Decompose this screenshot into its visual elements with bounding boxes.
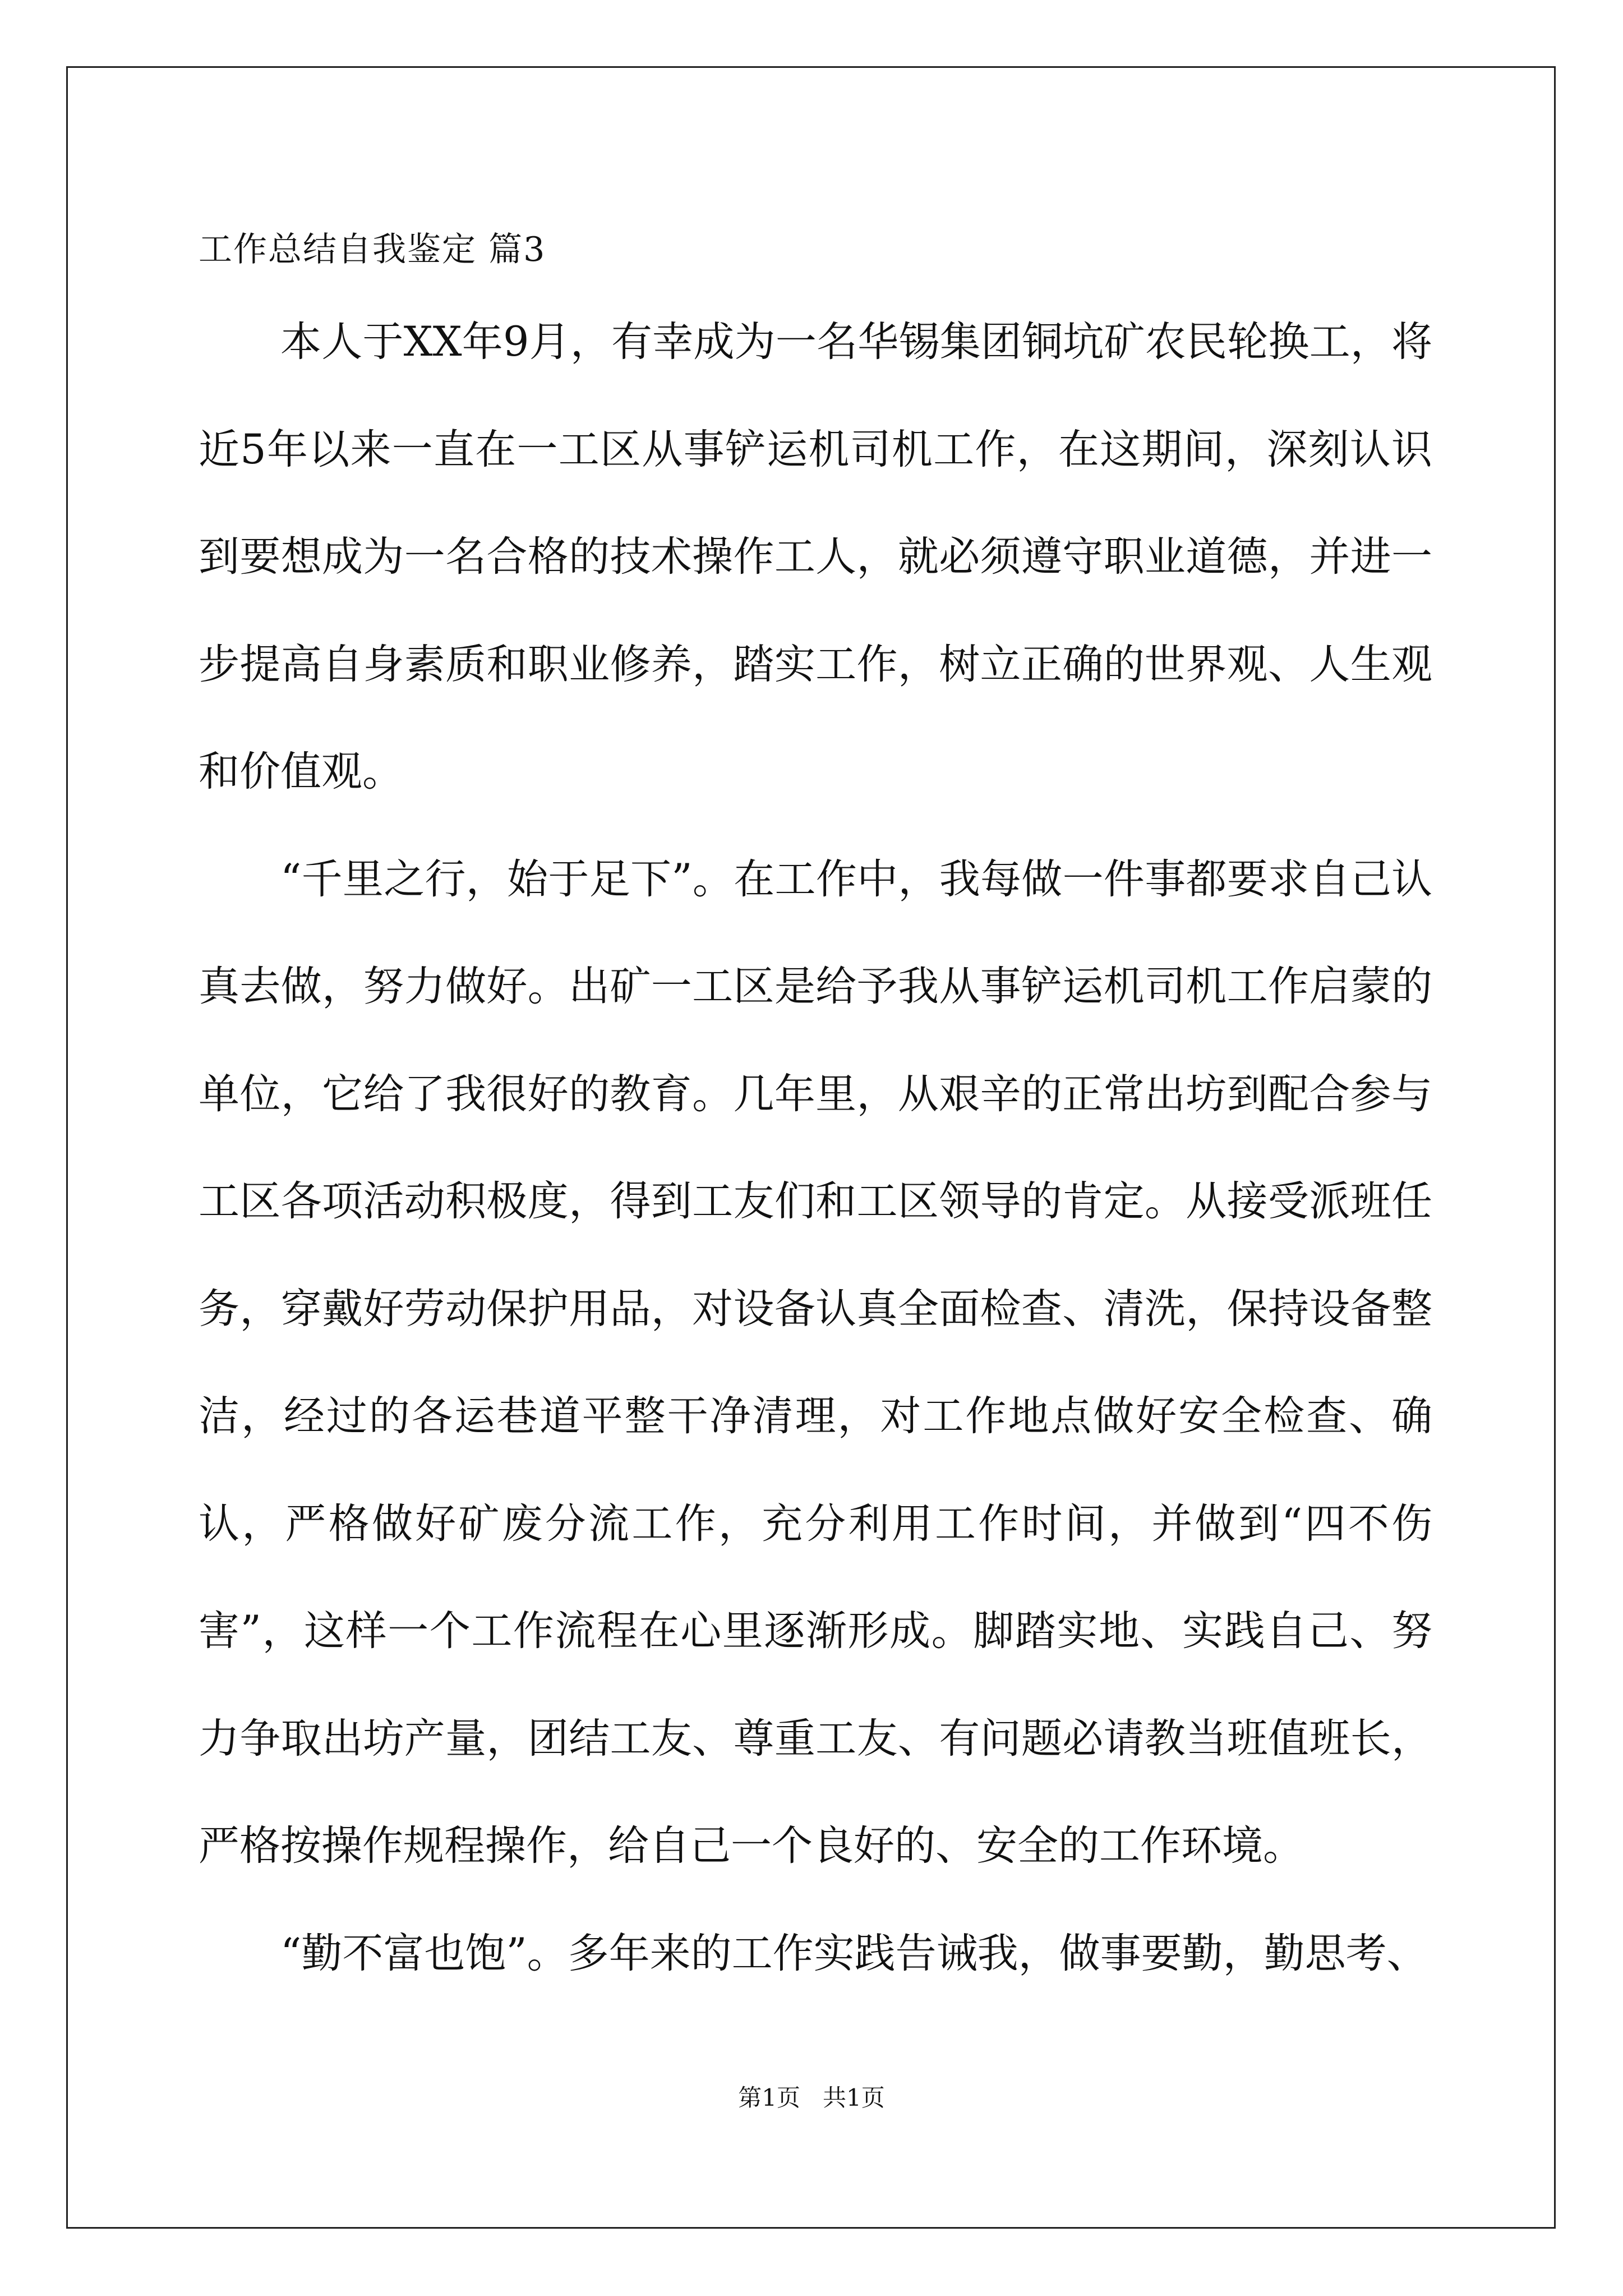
paragraph-2: “千里之行，始于足下”。在工作中，我每做一件事都要求自己认真去做，努力做好。出矿一工区是给予我从事铲运机司机工作启蒙的单位，它给了我很好的教育。几年里，从艰辛的正常出坊到配合参与工区各项活动积极度，得到工友们和工区领导的肯定。从接受派班任务，穿戴好劳动保护用品，对设备认真全面检查、清洗，保持设备整洁，经过的各运巷道平整干净清理，对工作地点做好安全检查、确认，严格做好矿废分流工作，充分利用工作时间，并做到“四不伤害”，这样一个工作流程在心里逐渐形成。脚踏实地、实践自己、努力争取出坊产量，团结工友、尊重工友、有问题必请教当班值班长，严格按操作规程操作，给自己一个良好的、安全的工作环境。 <box>199 855 1432 1870</box>
paragraph-3: “勤不富也饱”。多年来的工作实践告诫我，做事要勤，勤思考、 <box>280 1929 1428 1977</box>
paragraph-1: 本人于XX年9月，有幸成为一名华锡集团铜坑矿农民轮换工，将近5年以来一直在一工区从事铲运机司机工作，在这期间，深刻认识到要想成为一名合格的技术操作工人，就必须遵守职业道德，并进一步提高自身素质和职业修养，踏实工作，树立正确的世界观、人生观和价值观。 <box>199 318 1432 795</box>
page-total: 共1页 <box>823 2084 885 2111</box>
document-body <box>199 219 1432 2007</box>
page-number: 第1页 <box>738 2084 800 2111</box>
page-footer <box>0 2081 1623 2115</box>
document-title: 工作总结自我鉴定 篇3 <box>199 230 546 269</box>
